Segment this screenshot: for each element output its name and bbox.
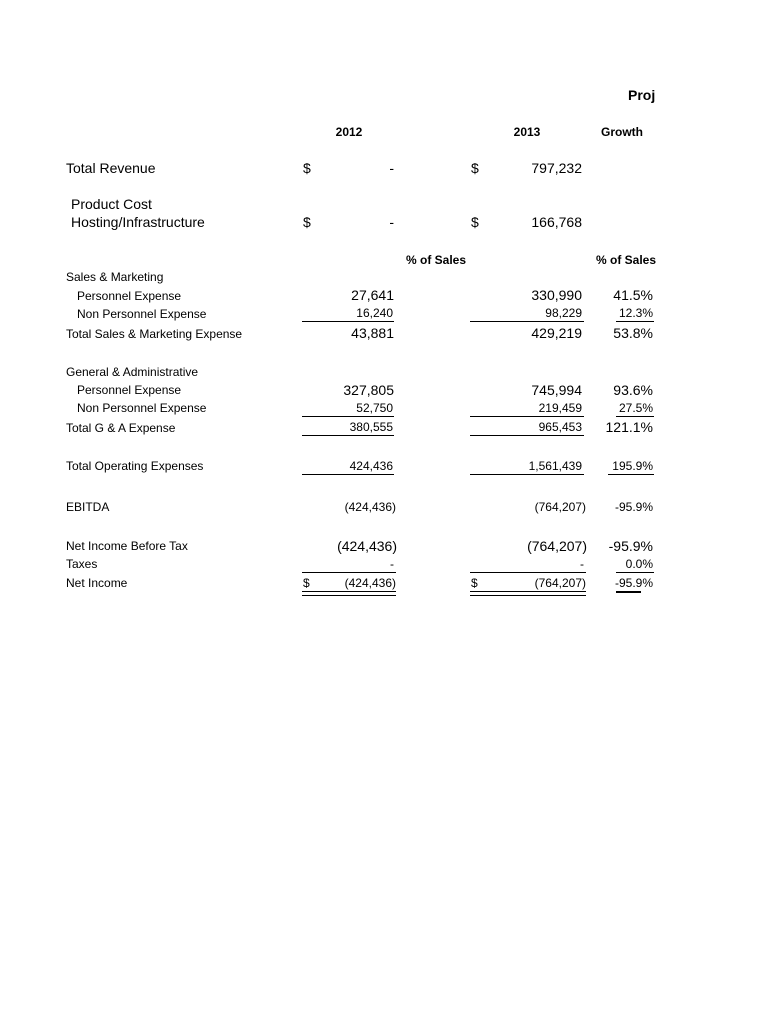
double-underline bbox=[470, 591, 586, 596]
ga-total-pct: 121.1% bbox=[605, 419, 653, 435]
row-label-taxes: Taxes bbox=[66, 557, 98, 571]
row-label-ga-total: Total G & A Expense bbox=[66, 421, 176, 435]
ebitda-2013: (764,207) bbox=[534, 500, 586, 514]
subtotal-rule bbox=[616, 321, 654, 322]
ga-personnel-2013: 745,994 bbox=[531, 382, 582, 398]
cost-2012: - bbox=[389, 214, 394, 230]
operating-2013: 1,561,439 bbox=[528, 459, 582, 473]
ga-personnel-2012: 327,805 bbox=[343, 382, 394, 398]
revenue-2013: 797,232 bbox=[531, 160, 582, 176]
subtotal-rule bbox=[470, 572, 586, 573]
row-label-sm-personnel: Personnel Expense bbox=[77, 289, 182, 303]
sm-total-2013: 429,219 bbox=[531, 325, 582, 341]
row-label-hosting: Hosting/Infrastructure bbox=[71, 214, 205, 230]
taxes-pct: 0.0% bbox=[625, 557, 653, 571]
header-pct-sales-2013: % of Sales bbox=[596, 254, 657, 266]
sm-personnel-pct: 41.5% bbox=[613, 287, 653, 303]
total-rule bbox=[470, 474, 584, 475]
subtotal-rule bbox=[470, 321, 584, 322]
nibt-2012: (424,436) bbox=[337, 538, 397, 554]
ga-total-2013: 965,453 bbox=[538, 420, 582, 434]
ga-non-personnel-2013: 219,459 bbox=[538, 401, 582, 415]
double-underline bbox=[302, 591, 396, 596]
section-label-sales-marketing: Sales & Marketing bbox=[66, 270, 164, 284]
underline bbox=[616, 591, 641, 593]
row-label-ebitda: EBITDA bbox=[66, 500, 110, 514]
section-label-g-and-a: General & Administrative bbox=[66, 365, 199, 379]
ebitda-2012: (424,436) bbox=[344, 500, 396, 514]
net-income-pct: -95.9% bbox=[614, 576, 653, 590]
total-rule bbox=[302, 474, 394, 475]
sm-non-personnel-pct: 12.3% bbox=[618, 306, 653, 320]
currency-symbol: $ bbox=[303, 214, 311, 230]
ga-non-personnel-pct: 27.5% bbox=[618, 401, 653, 415]
total-rule bbox=[608, 474, 654, 475]
sm-non-personnel-2012: 16,240 bbox=[356, 306, 393, 320]
row-label-sm-total: Total Sales & Marketing Expense bbox=[66, 327, 243, 341]
header-growth: Growth bbox=[601, 125, 643, 139]
sm-total-2012: 43,881 bbox=[351, 325, 394, 341]
cost-2013: 166,768 bbox=[531, 214, 582, 230]
sm-personnel-2013: 330,990 bbox=[531, 287, 582, 303]
taxes-2013: - bbox=[580, 557, 584, 571]
row-label-ga-non-personnel: Non Personnel Expense bbox=[77, 401, 207, 415]
subtotal-rule bbox=[616, 416, 654, 417]
header-year-2012: 2012 bbox=[335, 125, 363, 139]
operating-pct: 195.9% bbox=[612, 459, 653, 473]
nibt-pct: -95.9% bbox=[608, 538, 653, 554]
taxes-2012: - bbox=[390, 557, 394, 571]
ga-non-personnel-2012: 52,750 bbox=[356, 401, 393, 415]
header-year-2013: 2013 bbox=[513, 125, 541, 139]
currency-symbol: $ bbox=[471, 160, 479, 176]
subtotal-rule bbox=[302, 572, 396, 573]
row-label-total-revenue: Total Revenue bbox=[66, 160, 156, 176]
subtotal-rule bbox=[302, 321, 394, 322]
page-title: Proj bbox=[628, 87, 656, 103]
currency-symbol: $ bbox=[303, 576, 310, 590]
sm-non-personnel-2013: 98,229 bbox=[545, 306, 582, 320]
row-label-sm-non-personnel: Non Personnel Expense bbox=[77, 307, 207, 321]
row-label-total-operating: Total Operating Expenses bbox=[66, 459, 204, 473]
net-income-2012: (424,436) bbox=[344, 576, 396, 590]
currency-symbol: $ bbox=[303, 160, 311, 176]
row-label-product-cost: Product Cost bbox=[71, 196, 152, 212]
net-income-2013: (764,207) bbox=[534, 576, 586, 590]
row-label-net-income: Net Income bbox=[66, 576, 128, 590]
ebitda-pct: -95.9% bbox=[614, 500, 653, 514]
revenue-2012: - bbox=[389, 160, 394, 176]
ga-personnel-pct: 93.6% bbox=[613, 382, 653, 398]
ga-total-2012: 380,555 bbox=[349, 420, 393, 434]
subtotal-rule bbox=[302, 416, 394, 417]
sm-total-pct: 53.8% bbox=[613, 325, 653, 341]
sm-personnel-2012: 27,641 bbox=[351, 287, 394, 303]
total-rule bbox=[470, 435, 584, 436]
nibt-2013: (764,207) bbox=[527, 538, 587, 554]
subtotal-rule bbox=[470, 416, 584, 417]
subtotal-rule bbox=[616, 572, 654, 573]
currency-symbol: $ bbox=[471, 576, 478, 590]
header-pct-sales-2012: % of Sales bbox=[406, 253, 467, 267]
row-label-ga-personnel: Personnel Expense bbox=[77, 383, 182, 397]
currency-symbol: $ bbox=[471, 214, 479, 230]
total-rule bbox=[302, 435, 394, 436]
row-label-nibt: Net Income Before Tax bbox=[66, 539, 188, 553]
operating-2012: 424,436 bbox=[349, 459, 393, 473]
